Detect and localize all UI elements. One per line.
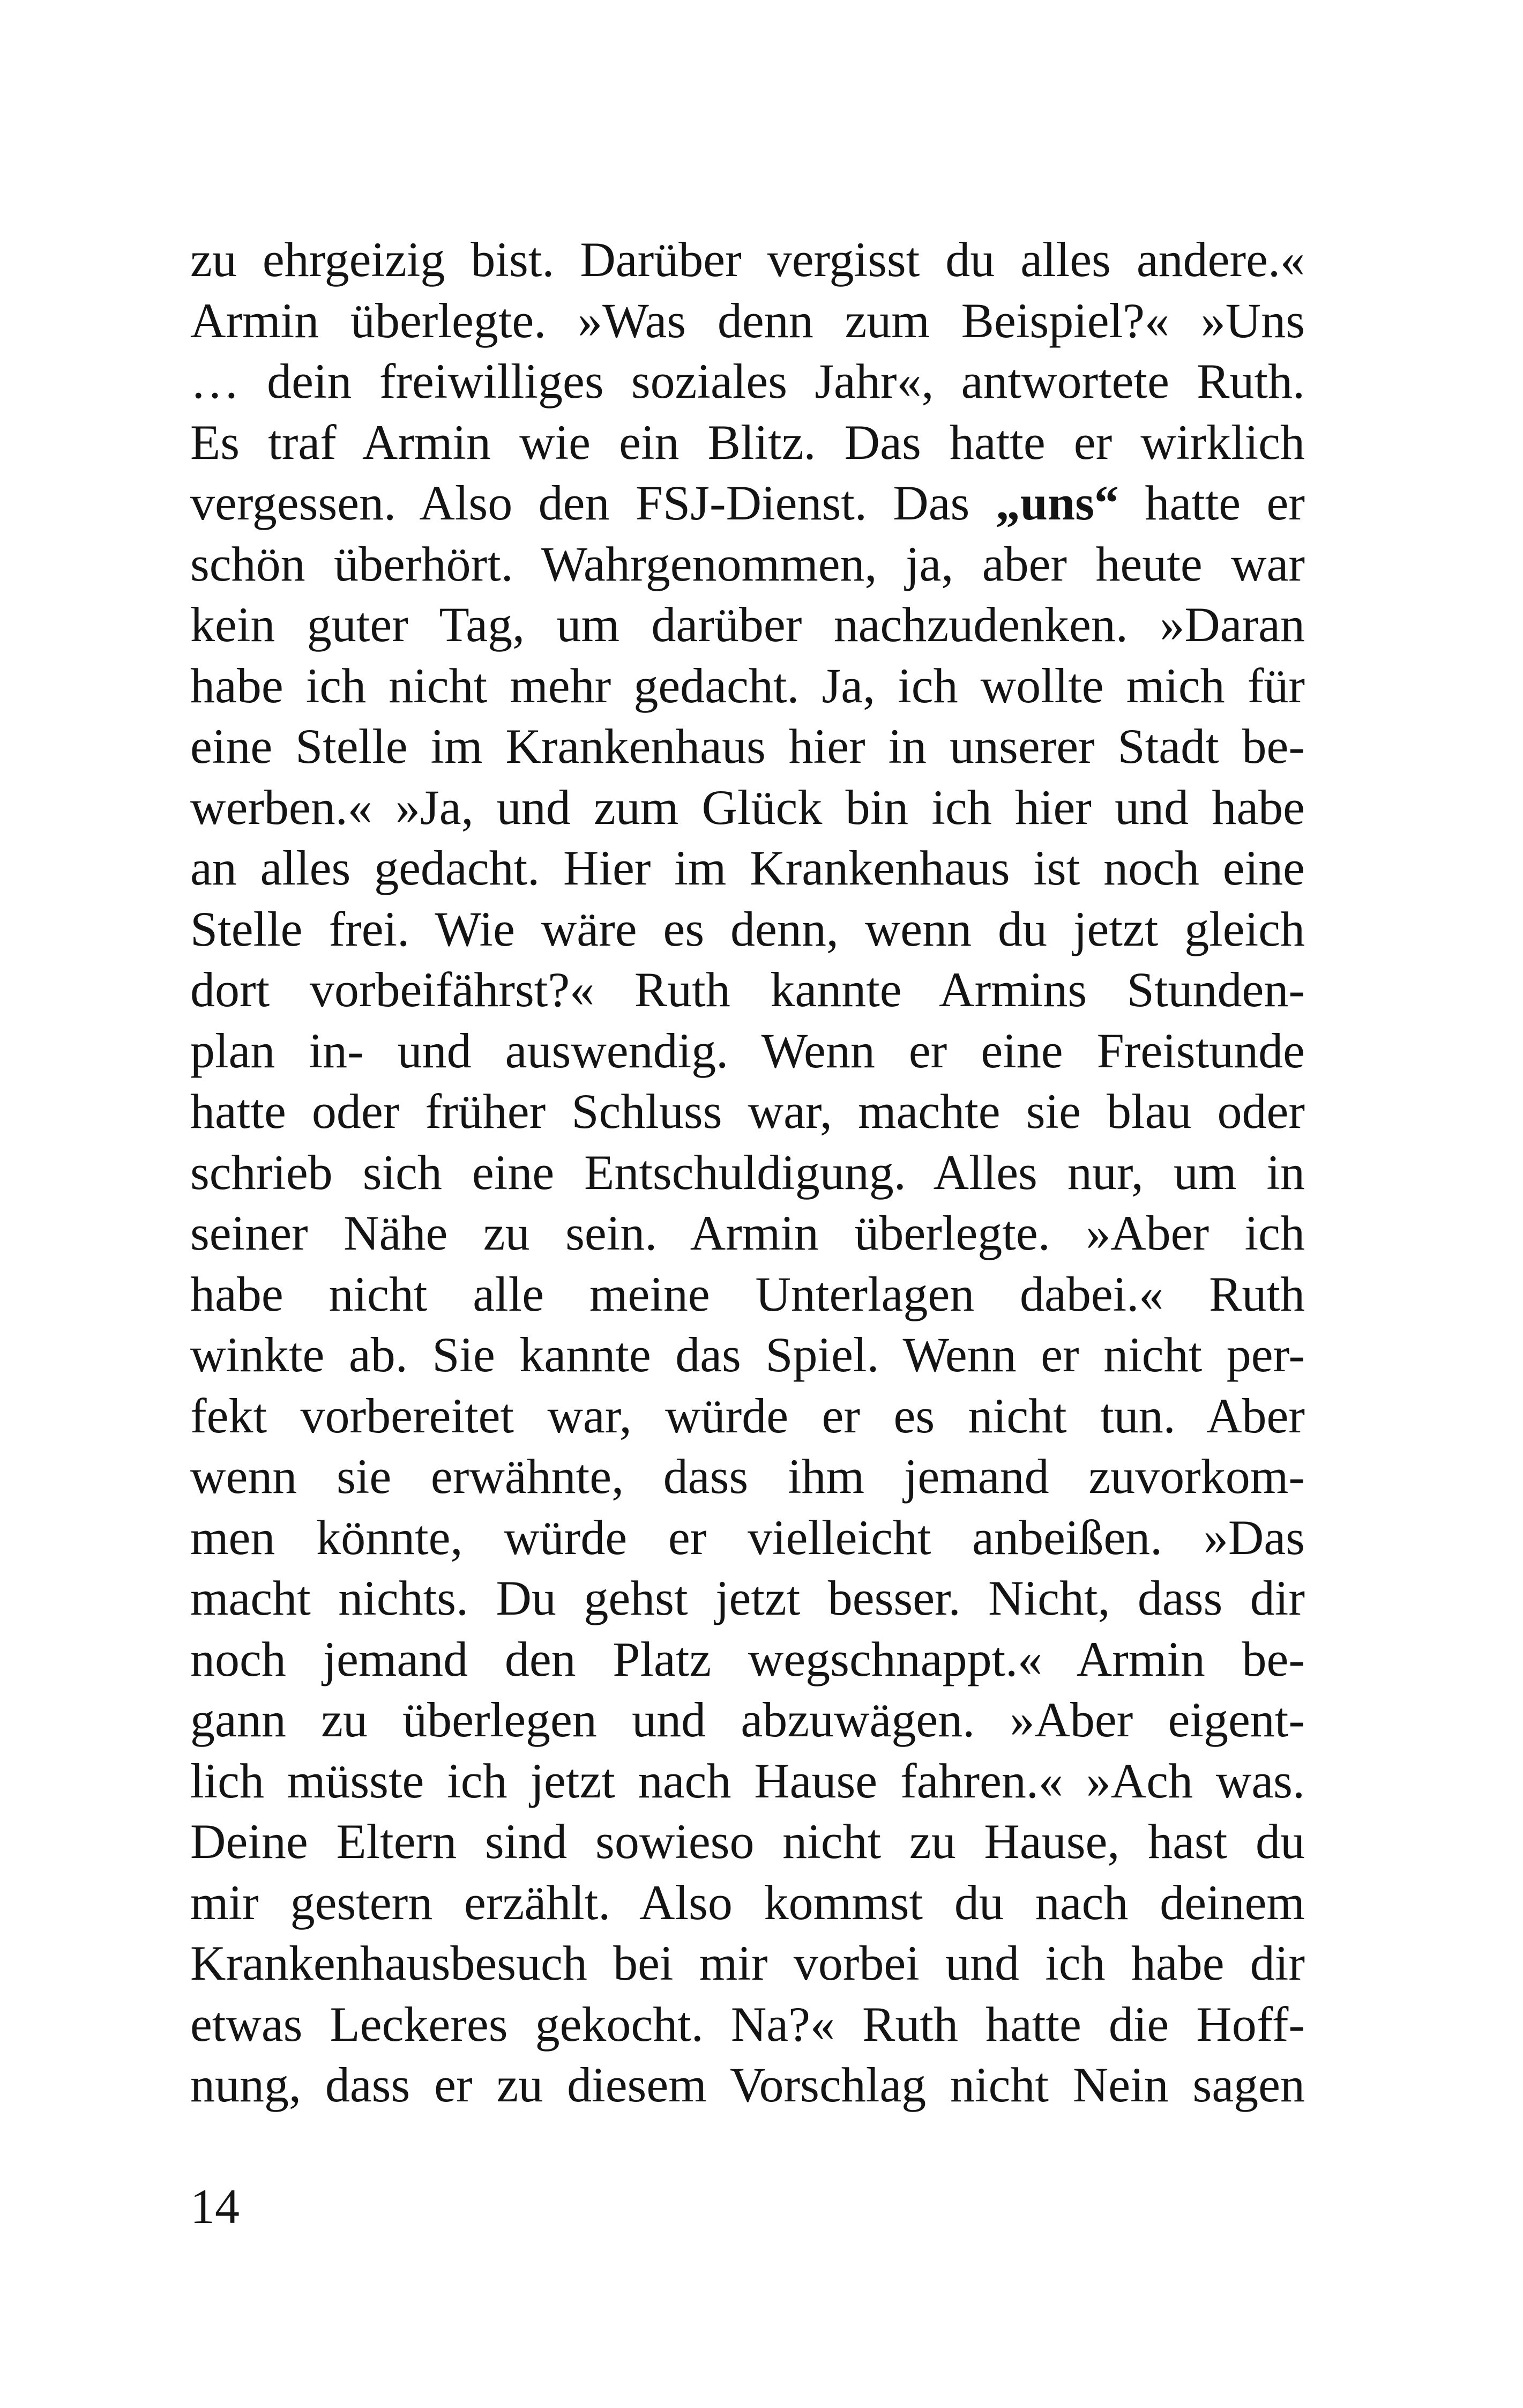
text-line: an alles gedacht. Hier im Krankenhaus ist noch eine bbox=[190, 841, 1305, 895]
text-line: Deine Eltern sind sowieso nicht zu Hause, hast du bbox=[190, 1814, 1305, 1869]
text-line: kein guter Tag, um darüber nachzudenken. »Daran bbox=[190, 597, 1305, 652]
text-line: dort vorbeifährst?« Ruth kannte Armins Stunden- bbox=[190, 962, 1305, 1017]
text-line: winkte ab. Sie kannte das Spiel. Wenn er nicht per- bbox=[190, 1327, 1305, 1382]
text-line: fekt vorbereitet war, würde er es nicht tun. Aber bbox=[190, 1388, 1305, 1443]
body-text bbox=[190, 229, 1305, 2116]
text-line: hatte oder früher Schluss war, machte sie blau oder bbox=[190, 1084, 1305, 1139]
text-line: lich müsste ich jetzt nach Hause fahren.« »Ach was. bbox=[190, 1753, 1305, 1808]
text-line: macht nichts. Du gehst jetzt besser. Nicht, dass dir bbox=[190, 1571, 1305, 1625]
text-line: noch jemand den Platz wegschnappt.« Armin be- bbox=[190, 1631, 1305, 1686]
text-line: etwas Leckeres gekocht. Na?« Ruth hatte die Hoff- bbox=[190, 1996, 1305, 2052]
text-line: Stelle frei. Wie wäre es denn, wenn du jetzt gleich bbox=[190, 901, 1305, 956]
text-line: Krankenhausbesuch bei mir vorbei und ich habe dir bbox=[190, 1936, 1305, 1990]
page-number: 14 bbox=[190, 2179, 240, 2234]
text-line: habe ich nicht mehr gedacht. Ja, ich wollte mich für bbox=[190, 658, 1305, 713]
text-line: men könnte, würde er vielleicht anbeißen. »Das bbox=[190, 1510, 1305, 1565]
text-line-with-bold: vergessen. Also den FSJ-Dienst. Das „uns“ hatte er bbox=[190, 475, 1305, 530]
text-line: schön überhört. Wahrgenommen, ja, aber heute war bbox=[190, 536, 1305, 591]
text-line: … dein freiwilliges soziales Jahr«, antwortete Ruth. bbox=[190, 354, 1305, 408]
text-line: nung, dass er zu diesem Vorschlag nicht Nein sagen bbox=[190, 2057, 1305, 2112]
text-line: zu ehrgeizig bist. Darüber vergisst du alles andere.« bbox=[190, 232, 1305, 287]
text-line: mir gestern erzählt. Also kommst du nach deinem bbox=[190, 1875, 1305, 1930]
text-line: Armin überlegte. »Was denn zum Beispiel?« »Uns bbox=[190, 293, 1305, 348]
text-line: schrieb sich eine Entschuldigung. Alles nur, um in bbox=[190, 1144, 1305, 1200]
text-line: eine Stelle im Krankenhaus hier in unserer Stadt be- bbox=[190, 719, 1305, 774]
text-line: wenn sie erwähnte, dass ihm jemand zuvorkom- bbox=[190, 1449, 1305, 1504]
text-line: werben.« »Ja, und zum Glück bin ich hier und habe bbox=[190, 779, 1305, 835]
text-line: Es traf Armin wie ein Blitz. Das hatte er wirklich bbox=[190, 414, 1305, 470]
text-line: habe nicht alle meine Unterlagen dabei.« Ruth bbox=[190, 1266, 1305, 1321]
text-line: plan in- und auswendig. Wenn er eine Freistunde bbox=[190, 1023, 1305, 1078]
text-line: gann zu überlegen und abzuwägen. »Aber eigent- bbox=[190, 1692, 1305, 1747]
text-line: seiner Nähe zu sein. Armin überlegte. »Aber ich bbox=[190, 1206, 1305, 1260]
bold-phrase: „uns“ bbox=[995, 475, 1119, 530]
